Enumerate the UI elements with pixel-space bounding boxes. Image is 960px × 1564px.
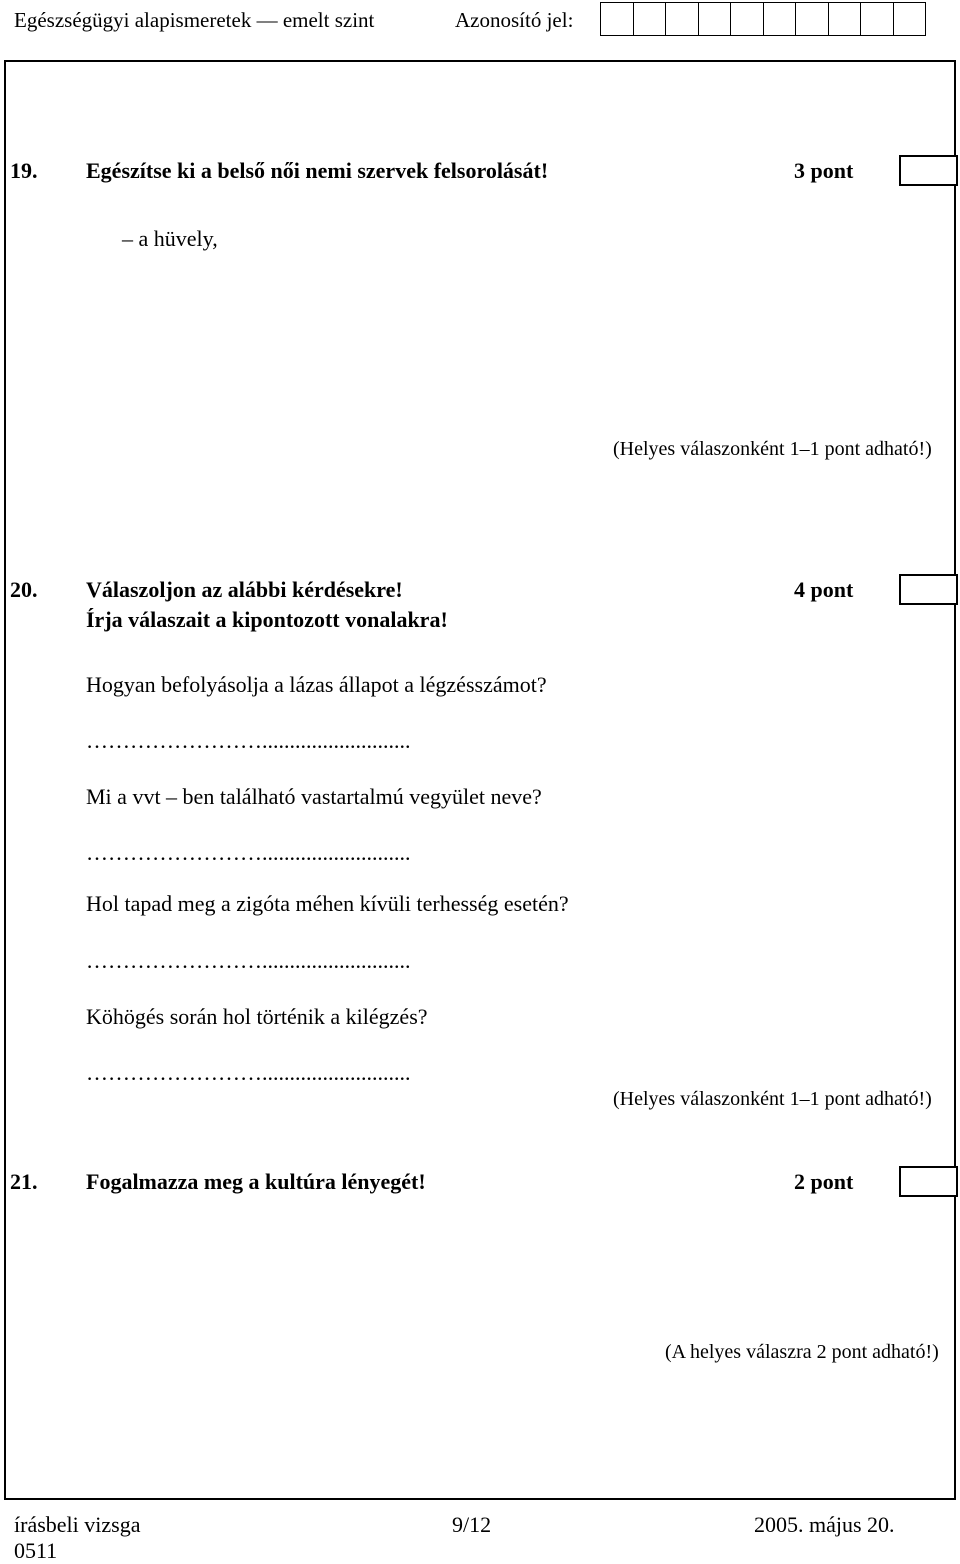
id-code-box[interactable] [665,2,699,36]
question-21-scoring-note: (A helyes válaszra 2 pont adható!) [665,1341,939,1363]
question-19-title: Egészítse ki a belső női nemi szervek felsorolását! [86,158,549,183]
id-code-box[interactable] [763,2,797,36]
question-20-points: 4 pont [794,577,854,602]
question-20a-text: Hogyan befolyásolja a lázas állapot a légzésszámot? [86,672,547,697]
question-19-scoring-note: (Helyes válaszonként 1–1 pont adható!) [613,438,932,460]
question-21-title: Fogalmazza meg a kultúra lényegét! [86,1169,426,1194]
document-header-title: Egészségügyi alapismeretek — emelt szint [14,8,375,32]
question-19-item: – a hüvely, [122,226,218,251]
page-frame [4,60,956,1500]
footer-page-number: 9/12 [452,1512,492,1537]
question-20d-answer-line[interactable]: ……………………........................... [86,1060,411,1085]
question-20c-answer-line[interactable]: ……………………........................... [86,948,411,973]
question-20-subtitle: Írja válaszait a kipontozott vonalakra! [86,607,448,632]
id-code-box[interactable] [698,2,732,36]
id-label: Azonosító jel: [455,8,574,32]
question-20-score-box[interactable] [899,574,958,605]
footer-date: 2005. május 20. [754,1512,895,1537]
id-code-box[interactable] [893,2,927,36]
question-20b-answer-line[interactable]: ……………………........................... [86,840,411,865]
question-20-scoring-note: (Helyes válaszonként 1–1 pont adható!) [613,1088,932,1110]
question-19-points: 3 pont [794,158,854,183]
question-20-number: 20. [10,577,38,602]
id-code-box[interactable] [795,2,829,36]
question-20b-text: Mi a vvt – ben található vastartalmú vegyület neve? [86,784,542,809]
id-code-box[interactable] [730,2,764,36]
footer-exam-type: írásbeli vizsga [14,1512,141,1537]
id-code-boxes[interactable] [601,2,926,36]
footer-exam-code: 0511 [14,1538,58,1563]
question-19-score-box[interactable] [899,155,958,186]
question-19-number: 19. [10,158,38,183]
question-21-points: 2 pont [794,1169,854,1194]
question-20c-text: Hol tapad meg a zigóta méhen kívüli terhesség esetén? [86,891,569,916]
question-20d-text: Köhögés során hol történik a kilégzés? [86,1004,428,1029]
question-20-title: Válaszoljon az alábbi kérdésekre! [86,577,403,602]
question-21-score-box[interactable] [899,1166,958,1197]
id-code-box[interactable] [860,2,894,36]
question-21-number: 21. [10,1169,38,1194]
id-code-box[interactable] [828,2,862,36]
question-20a-answer-line[interactable]: ……………………........................... [86,728,411,753]
id-code-box[interactable] [633,2,667,36]
id-code-box[interactable] [600,2,634,36]
